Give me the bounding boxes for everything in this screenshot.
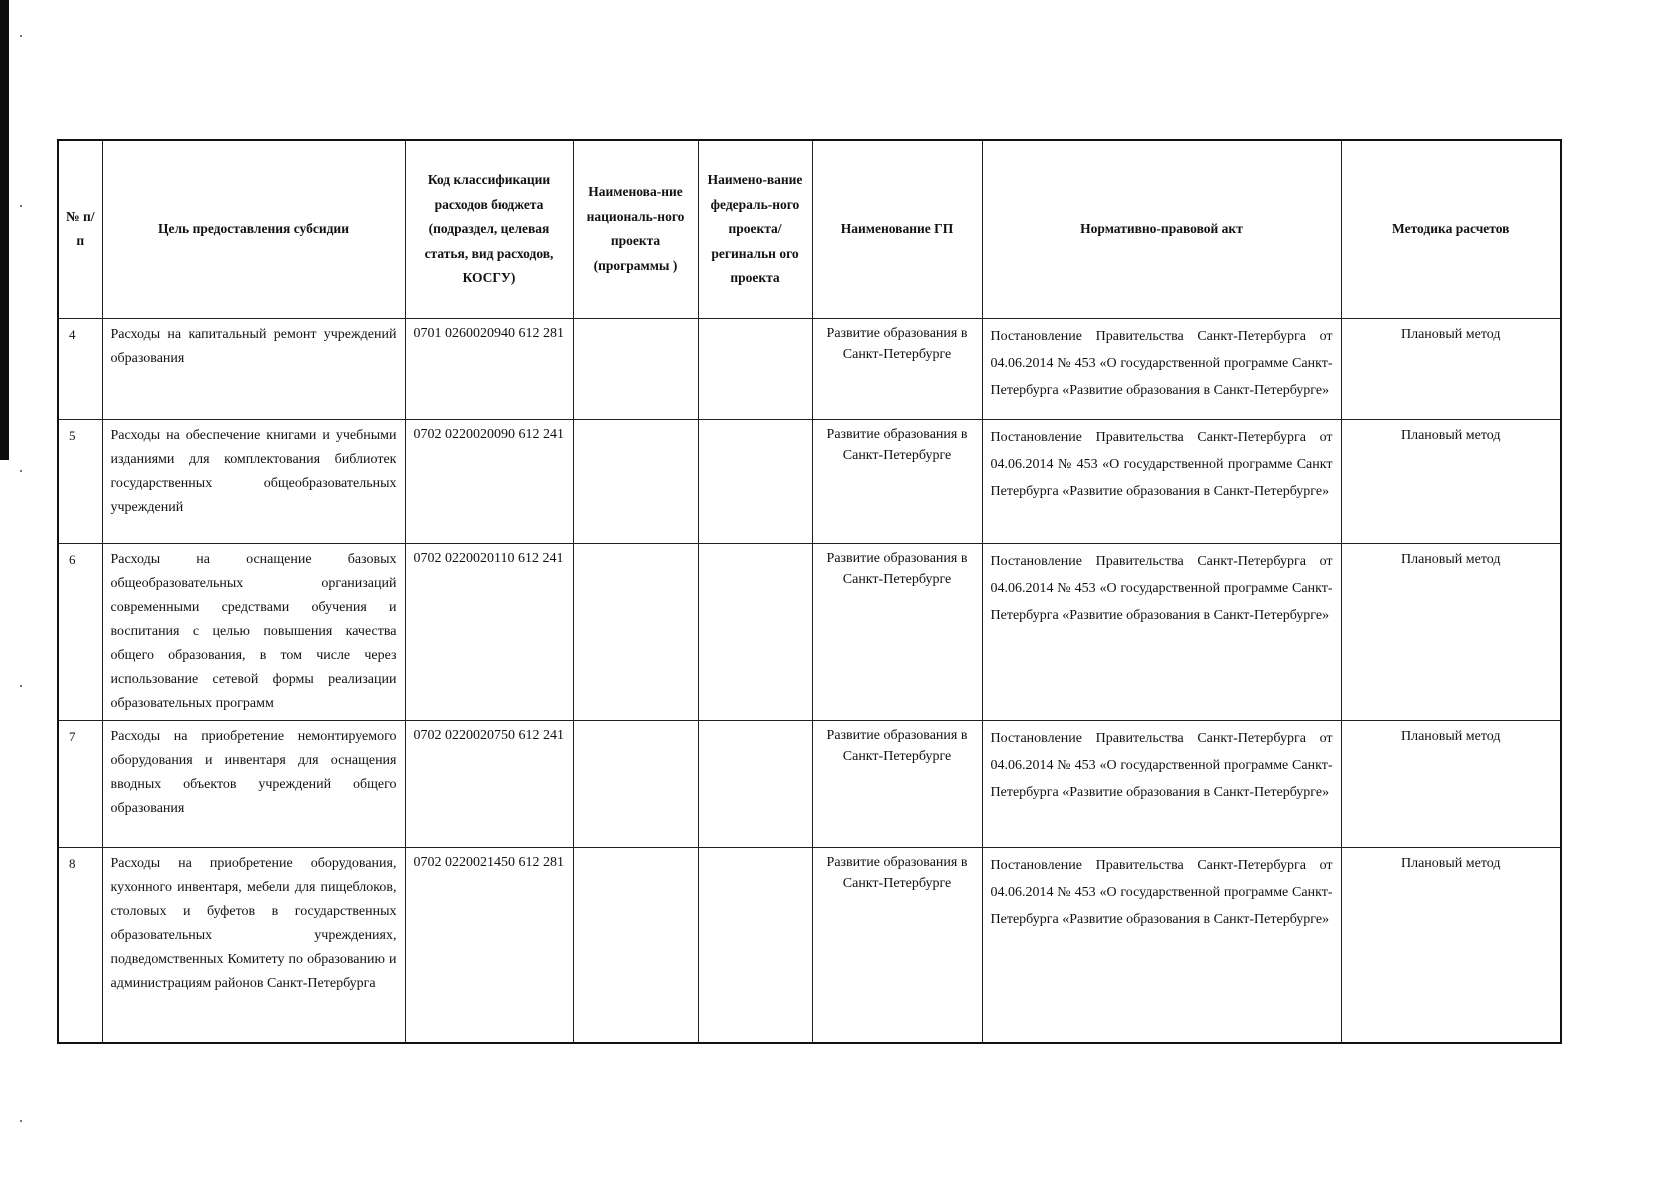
row-code: 0702 0220020090 612 241 bbox=[405, 419, 573, 543]
row-code: 0702 0220021450 612 281 bbox=[405, 847, 573, 1043]
header-legal-act: Нормативно-правовой акт bbox=[982, 140, 1341, 318]
row-national-project bbox=[573, 419, 698, 543]
row-method: Плановый метод bbox=[1341, 419, 1561, 543]
table-row bbox=[58, 419, 1561, 543]
row-code: 0702 0220020750 612 241 bbox=[405, 720, 573, 847]
row-gp: Развитие образования в Санкт-Петербурге bbox=[812, 419, 982, 543]
table-row bbox=[58, 720, 1561, 847]
row-federal-project bbox=[698, 847, 812, 1043]
row-num: 4 bbox=[58, 318, 102, 419]
scan-speck bbox=[20, 205, 22, 207]
row-national-project bbox=[573, 318, 698, 419]
row-method: Плановый метод bbox=[1341, 720, 1561, 847]
table-row bbox=[58, 318, 1561, 419]
header-national-project: Наименова-ние националь-ного проекта (программы ) bbox=[573, 140, 698, 318]
row-goal: Расходы на обеспечение книгами и учебными изданиями для комплектования библиотек государственных общеобразовательных учреждений bbox=[102, 419, 405, 543]
header-row bbox=[58, 140, 1561, 318]
table-row bbox=[58, 847, 1561, 1043]
row-code: 0702 0220020110 612 241 bbox=[405, 543, 573, 720]
row-legal-act: Постановление Правительства Санкт-Петербурга от 04.06.2014 № 453 «О государственной программе Санкт-Петербурга «Развитие образования в Санкт-Петербурге» bbox=[982, 847, 1341, 1043]
row-goal: Расходы на оснащение базовых общеобразовательных организаций современными средствами обучения и воспитания с целью повышения качества общего образования, в том числе через использование сетевой формы реализации образовательных программ bbox=[102, 543, 405, 720]
row-num: 7 bbox=[58, 720, 102, 847]
row-legal-act: Постановление Правительства Санкт-Петербурга от 04.06.2014 № 453 «О государственной программе Санкт-Петербурга «Развитие образования в Санкт-Петербурге» bbox=[982, 318, 1341, 419]
row-gp: Развитие образования в Санкт-Петербурге bbox=[812, 847, 982, 1043]
row-goal: Расходы на приобретение немонтируемого оборудования и инвентаря для оснащения вводных объектов учреждений общего образования bbox=[102, 720, 405, 847]
header-num: № п/ п bbox=[58, 140, 102, 318]
row-num: 5 bbox=[58, 419, 102, 543]
row-goal: Расходы на приобретение оборудования, кухонного инвентаря, мебели для пищеблоков, столовых и буфетов в государственных образовательных учреждениях, подведомственных Комитету по образованию и администрациям районов Санкт-Петербурга bbox=[102, 847, 405, 1043]
row-num: 8 bbox=[58, 847, 102, 1043]
row-legal-act: Постановление Правительства Санкт-Петербурга от 04.06.2014 № 453 «О государственной программе Санкт-Петербурга «Развитие образования в Санкт-Петербурге» bbox=[982, 543, 1341, 720]
header-goal: Цель предоставления субсидии bbox=[102, 140, 405, 318]
row-method: Плановый метод bbox=[1341, 318, 1561, 419]
row-national-project bbox=[573, 720, 698, 847]
row-national-project bbox=[573, 847, 698, 1043]
scan-speck bbox=[20, 470, 22, 472]
scan-speck bbox=[20, 35, 22, 37]
scan-speck bbox=[20, 1120, 22, 1122]
row-federal-project bbox=[698, 318, 812, 419]
row-legal-act: Постановление Правительства Санкт-Петербурга от 04.06.2014 № 453 «О государственной программе Санкт-Петербурга «Развитие образования в Санкт-Петербурге» bbox=[982, 720, 1341, 847]
row-num: 6 bbox=[58, 543, 102, 720]
header-gp: Наименование ГП bbox=[812, 140, 982, 318]
row-goal: Расходы на капитальный ремонт учреждений образования bbox=[102, 318, 405, 419]
table-row bbox=[58, 543, 1561, 720]
header-federal-project: Наимено-вание федераль-ного проекта/ регинальн ого проекта bbox=[698, 140, 812, 318]
row-federal-project bbox=[698, 543, 812, 720]
header-code: Код классификации расходов бюджета (подраздел, целевая статья, вид расходов, КОСГУ) bbox=[405, 140, 573, 318]
row-federal-project bbox=[698, 720, 812, 847]
subsidy-table bbox=[57, 139, 1562, 1044]
row-method: Плановый метод bbox=[1341, 847, 1561, 1043]
row-gp: Развитие образования в Санкт-Петербурге bbox=[812, 543, 982, 720]
row-federal-project bbox=[698, 419, 812, 543]
row-legal-act: Постановление Правительства Санкт-Петербурга от 04.06.2014 № 453 «О государственной программе Санкт Петербурга «Развитие образования в Санкт-Петербурге» bbox=[982, 419, 1341, 543]
row-national-project bbox=[573, 543, 698, 720]
header-method: Методика расчетов bbox=[1341, 140, 1561, 318]
row-gp: Развитие образования в Санкт-Петербурге bbox=[812, 720, 982, 847]
row-method: Плановый метод bbox=[1341, 543, 1561, 720]
row-code: 0701 0260020940 612 281 bbox=[405, 318, 573, 419]
scan-speck bbox=[20, 685, 22, 687]
row-gp: Развитие образования в Санкт-Петербурге bbox=[812, 318, 982, 419]
scan-edge bbox=[0, 0, 9, 460]
